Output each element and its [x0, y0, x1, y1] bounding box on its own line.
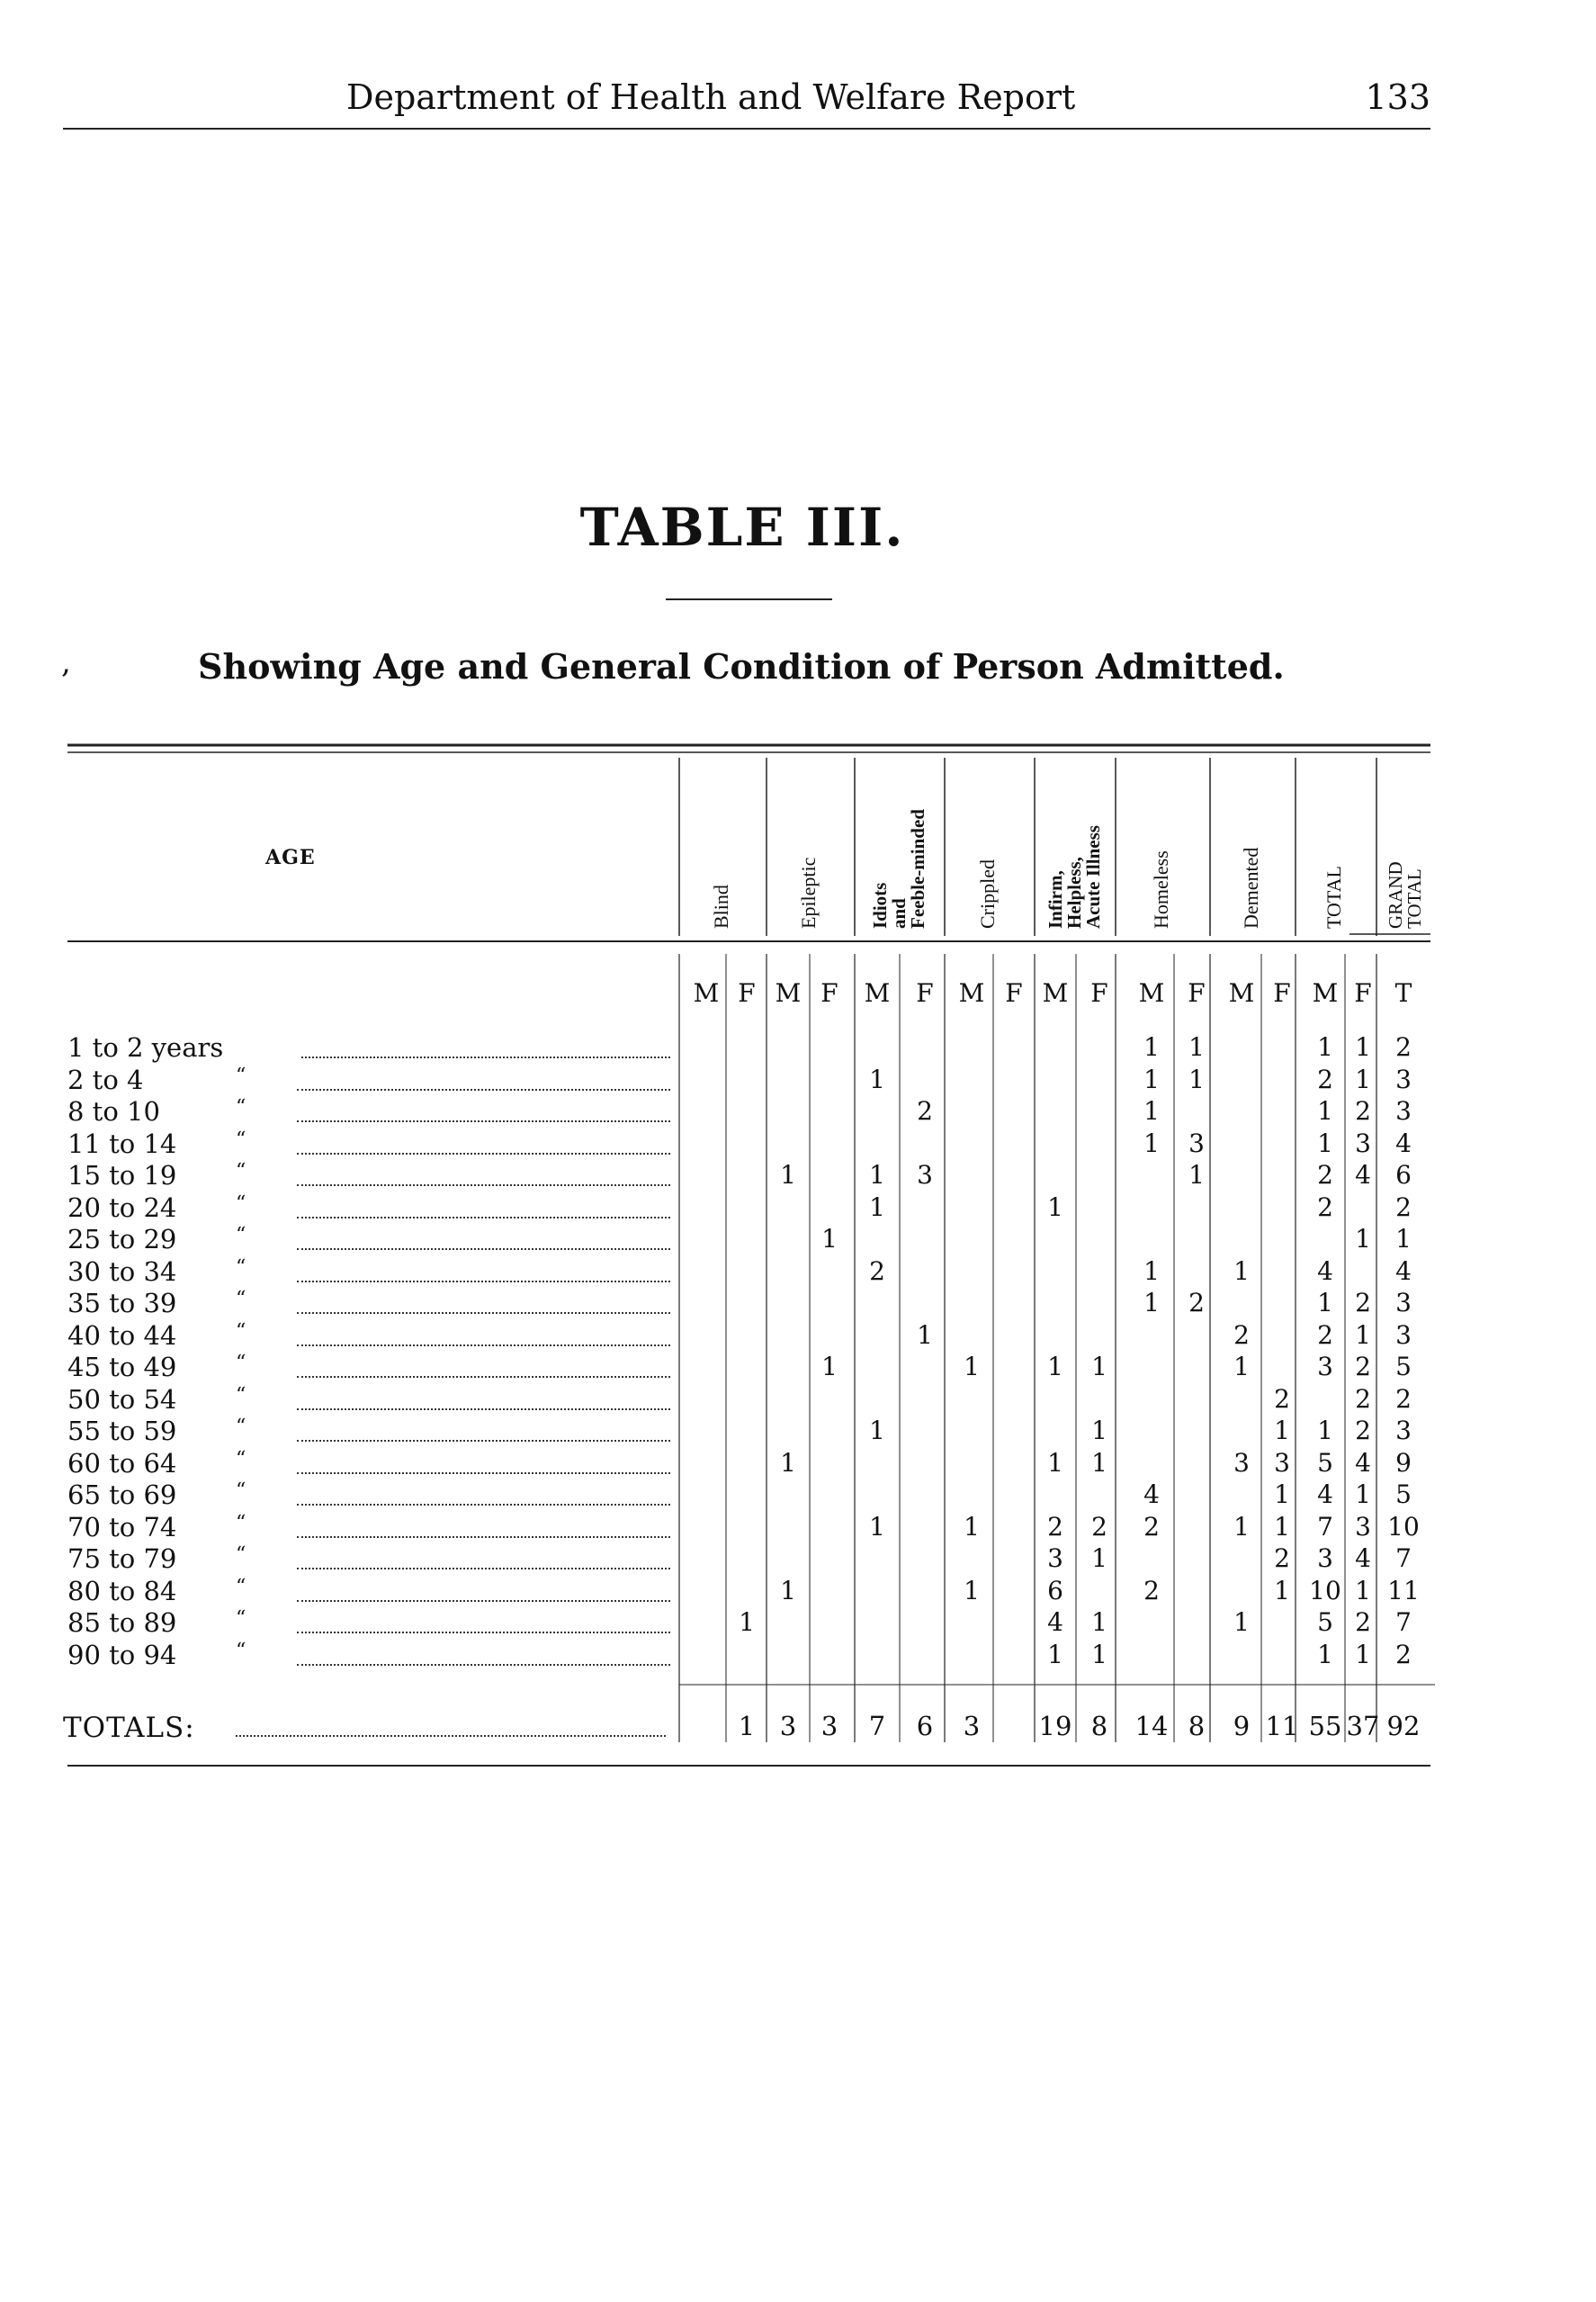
- table-cell: 1: [869, 1511, 885, 1542]
- ditto-mark: “: [236, 1288, 247, 1310]
- leader-dots: [297, 1344, 670, 1346]
- table-cell: 1: [1233, 1352, 1250, 1381]
- table-cell: 1: [1047, 1639, 1063, 1669]
- table-cell: 2: [1355, 1383, 1371, 1414]
- table-cell: 2: [1355, 1096, 1371, 1126]
- table-cell: 1: [869, 1416, 885, 1445]
- table-cell: 6: [1047, 1575, 1063, 1605]
- table-cell: 10: [1387, 1511, 1420, 1542]
- table-cell: 3: [917, 1160, 933, 1190]
- totals-cell: 3: [820, 1711, 838, 1741]
- row-age-label: 40 to 44: [67, 1319, 177, 1351]
- table-cell: 3: [1233, 1447, 1250, 1478]
- table-subtitle: Showing Age and General Condition of Person Admitted.: [198, 646, 1285, 687]
- row-age-label: 35 to 39: [67, 1288, 177, 1318]
- table-cell: 2: [1317, 1191, 1333, 1222]
- leader-dots: [297, 1568, 670, 1569]
- sub-header-9: F: [1090, 978, 1108, 1008]
- table-cell: 2: [1143, 1511, 1160, 1542]
- table-cell: 1: [1047, 1191, 1063, 1222]
- sub-header-1: F: [738, 978, 756, 1008]
- row-age-label: 50 to 54: [67, 1383, 177, 1415]
- stray-mark: ,: [61, 644, 71, 680]
- leader-dots: [297, 1504, 670, 1506]
- table-cell: 1: [1317, 1096, 1333, 1126]
- sub-header-14: M: [1312, 978, 1339, 1008]
- sub-header-3: F: [820, 978, 838, 1008]
- row-age-label: 15 to 19: [67, 1160, 177, 1191]
- table-cell: 4: [1317, 1255, 1333, 1286]
- ditto-mark: “: [236, 1191, 247, 1215]
- leader-dots: [301, 1057, 670, 1058]
- table-cell: 1: [821, 1224, 838, 1254]
- leader-dots: [297, 1536, 670, 1538]
- table-cell: 4: [1395, 1128, 1412, 1158]
- table-cell: 3: [1047, 1543, 1063, 1573]
- table-cell: 7: [1317, 1511, 1333, 1542]
- table-cell: 7: [1395, 1607, 1412, 1637]
- table-cell: 2: [1317, 1319, 1333, 1350]
- ditto-mark: “: [236, 1575, 247, 1598]
- table-cell: 4: [1355, 1160, 1371, 1190]
- column-header-2-line-1: and: [887, 898, 910, 929]
- table-cell: 1: [1143, 1288, 1160, 1317]
- table-cell: 1: [780, 1447, 796, 1478]
- table-cell: 5: [1317, 1607, 1333, 1637]
- table-cell: 1: [1047, 1447, 1063, 1478]
- sub-header-6: M: [958, 978, 985, 1008]
- ditto-mark: “: [236, 1224, 247, 1246]
- sub-header-5: F: [916, 978, 934, 1008]
- table-cell: 2: [1274, 1543, 1290, 1573]
- table-cell: 3: [1395, 1288, 1412, 1317]
- leader-dots: [297, 1312, 670, 1314]
- ditto-mark: “: [236, 1064, 247, 1087]
- row-age-label: 60 to 64: [67, 1447, 177, 1479]
- table-cell: 5: [1395, 1352, 1412, 1381]
- sub-header-7: F: [1005, 978, 1023, 1008]
- sub-header-12: M: [1228, 978, 1255, 1008]
- table-cell: 1: [1091, 1607, 1107, 1637]
- column-header-7-line-0: TOTAL: [1323, 866, 1345, 929]
- leader-dots: [297, 1440, 670, 1442]
- ditto-mark: “: [236, 1383, 247, 1407]
- table-cell: 3: [1355, 1128, 1371, 1158]
- sub-header-2: M: [775, 978, 802, 1008]
- totals-cell: 14: [1134, 1711, 1169, 1741]
- table-cell: 1: [1355, 1639, 1371, 1669]
- table-cell: 1: [1143, 1064, 1160, 1094]
- table-cell: 11: [1387, 1575, 1420, 1605]
- table-cell: 1: [1355, 1224, 1371, 1254]
- ditto-mark: “: [236, 1096, 247, 1119]
- ditto-mark: “: [236, 1416, 247, 1438]
- sub-header-16: T: [1394, 978, 1412, 1008]
- table-cell: 4: [1395, 1255, 1412, 1286]
- table-cell: 4: [1317, 1479, 1333, 1509]
- ditto-mark: “: [236, 1479, 247, 1502]
- leader-dots: [297, 1472, 670, 1474]
- table-cell: 3: [1317, 1543, 1333, 1573]
- totals-label: TOTALS:: [63, 1712, 195, 1744]
- row-age-label: 85 to 89: [67, 1607, 177, 1638]
- table-cell: 1: [1047, 1352, 1063, 1381]
- table-cell: 3: [1395, 1319, 1412, 1350]
- ditto-mark: “: [236, 1511, 247, 1534]
- table-cell: 5: [1317, 1447, 1333, 1478]
- table-cell: 3: [1395, 1096, 1412, 1126]
- table-cell: 1: [739, 1607, 755, 1637]
- totals-cell: 3: [779, 1711, 797, 1741]
- table-cell: 1: [1317, 1032, 1333, 1062]
- table-title: TABLE III.: [579, 497, 905, 558]
- table-cell: 7: [1395, 1543, 1412, 1573]
- row-age-label: 75 to 79: [67, 1543, 177, 1574]
- age-column-header: AGE: [265, 846, 316, 869]
- table-cell: 2: [917, 1096, 933, 1126]
- row-age-label: 30 to 34: [67, 1255, 177, 1287]
- ditto-mark: “: [236, 1128, 247, 1151]
- table-cell: 2: [1047, 1511, 1063, 1542]
- table-cell: 1: [1188, 1064, 1205, 1094]
- totals-cell: 11: [1265, 1711, 1299, 1741]
- table-cell: 2: [1395, 1383, 1412, 1414]
- table-cell: 10: [1309, 1575, 1341, 1605]
- ditto-mark: “: [236, 1160, 247, 1182]
- table-cell: 4: [1143, 1479, 1160, 1509]
- table-cell: 2: [1317, 1064, 1333, 1094]
- leader-dots: [297, 1153, 670, 1155]
- table-cell: 2: [869, 1255, 885, 1286]
- table-cell: 1: [869, 1064, 885, 1094]
- table-cell: 4: [1355, 1447, 1371, 1478]
- leader-dots: [297, 1632, 670, 1633]
- totals-cell: 6: [916, 1711, 934, 1741]
- totals-cell: 9: [1233, 1711, 1251, 1741]
- table-cell: 1: [1233, 1255, 1250, 1286]
- table-cell: 1: [780, 1575, 796, 1605]
- leader-dots: [297, 1184, 670, 1186]
- row-age-label: 55 to 59: [67, 1416, 177, 1446]
- row-age-label: 11 to 14: [67, 1128, 177, 1159]
- column-header-2-line-0: Idiots: [868, 882, 891, 929]
- row-age-label: 70 to 74: [67, 1511, 177, 1542]
- column-header-4-line-0: Infirm,: [1044, 870, 1066, 929]
- sub-header-11: F: [1188, 978, 1206, 1008]
- table-cell: 1: [1274, 1575, 1290, 1605]
- table-cell: 1: [1355, 1319, 1371, 1350]
- table-cell: 1: [1188, 1160, 1205, 1190]
- table-cell: 1: [1274, 1416, 1290, 1445]
- ditto-mark: “: [236, 1352, 247, 1374]
- table-cell: 1: [1091, 1639, 1107, 1669]
- ditto-mark: “: [236, 1447, 247, 1470]
- table-cell: 3: [1188, 1128, 1205, 1158]
- ditto-mark: “: [236, 1543, 247, 1566]
- table-cell: 3: [1355, 1511, 1371, 1542]
- table-cell: 2: [1395, 1032, 1412, 1062]
- table-cell: 1: [1188, 1032, 1205, 1062]
- table-cell: 1: [869, 1160, 885, 1190]
- row-age-label: 8 to 10: [67, 1096, 160, 1127]
- table-cell: 1: [1091, 1416, 1107, 1445]
- row-age-label: 20 to 24: [67, 1191, 177, 1223]
- sub-header-4: M: [864, 978, 891, 1008]
- totals-cell: 8: [1090, 1711, 1108, 1741]
- table-cell: 1: [869, 1191, 885, 1222]
- table-cell: 3: [1395, 1416, 1412, 1445]
- leader-dots: [297, 1664, 670, 1666]
- table-cell: 2: [1355, 1352, 1371, 1381]
- leader-dots: [297, 1376, 670, 1378]
- totals-leader-dots: [236, 1735, 666, 1737]
- table-cell: 2: [1395, 1191, 1412, 1222]
- totals-cell: 1: [738, 1711, 756, 1741]
- leader-dots: [297, 1281, 670, 1282]
- table-cell: 1: [1274, 1511, 1290, 1542]
- ditto-mark: “: [236, 1607, 247, 1630]
- table-cell: 2: [1233, 1319, 1250, 1350]
- column-header-8-line-0: GRAND: [1384, 861, 1406, 929]
- column-header-5-line-0: Homeless: [1149, 850, 1172, 929]
- table-cell: 2: [1317, 1160, 1333, 1190]
- table-cell: 1: [1355, 1575, 1371, 1605]
- table-cell: 1: [1143, 1255, 1160, 1286]
- sub-header-13: F: [1273, 978, 1291, 1008]
- row-age-label: 80 to 84: [67, 1575, 177, 1606]
- row-age-label: 90 to 94: [67, 1639, 177, 1670]
- column-header-3-line-0: Crippled: [976, 859, 999, 929]
- row-age-label: 25 to 29: [67, 1224, 177, 1254]
- table-cell: 4: [1047, 1607, 1063, 1637]
- leader-dots: [297, 1217, 670, 1218]
- table-cell: 4: [1355, 1543, 1371, 1573]
- table-cell: 1: [1317, 1416, 1333, 1445]
- leader-dots: [297, 1089, 670, 1091]
- table-cell: 1: [1143, 1128, 1160, 1158]
- sub-header-0: M: [693, 978, 720, 1008]
- table-cell: 1: [1233, 1607, 1250, 1637]
- table-cell: 1: [1317, 1128, 1333, 1158]
- table-cell: 2: [1355, 1288, 1371, 1317]
- table-cell: 3: [1395, 1064, 1412, 1094]
- leader-dots: [297, 1600, 670, 1602]
- totals-cell: 3: [963, 1711, 981, 1741]
- table-cell: 1: [1091, 1352, 1107, 1381]
- table-cell: 1: [780, 1160, 796, 1190]
- leader-dots: [297, 1248, 670, 1250]
- table-cell: 2: [1274, 1383, 1290, 1414]
- table-cell: 2: [1143, 1575, 1160, 1605]
- table-cell: 2: [1355, 1416, 1371, 1445]
- table-cell: 2: [1188, 1288, 1205, 1317]
- ditto-mark: “: [236, 1255, 247, 1279]
- leader-dots: [297, 1120, 670, 1122]
- totals-cell: 37: [1346, 1711, 1380, 1741]
- column-header-4-line-2: Acute Illness: [1081, 825, 1104, 929]
- table-cell: 3: [1317, 1352, 1333, 1381]
- running-head-title: Department of Health and Welfare Report: [346, 77, 1076, 117]
- row-age-label: 45 to 49: [67, 1352, 177, 1382]
- table-cell: 1: [1355, 1064, 1371, 1094]
- column-header-6-line-0: Demented: [1239, 847, 1262, 929]
- row-age-label: 2 to 4: [67, 1064, 144, 1095]
- table-cell: 5: [1395, 1479, 1412, 1509]
- table-cell: 1: [1274, 1479, 1290, 1509]
- ditto-mark: “: [236, 1319, 247, 1343]
- table-cell: 1: [1317, 1288, 1333, 1317]
- table-cell: 1: [1317, 1639, 1333, 1669]
- table-cell: 1: [1355, 1479, 1371, 1509]
- table-cell: 6: [1395, 1160, 1412, 1190]
- table-cell: 9: [1395, 1447, 1412, 1478]
- column-header-2-line-2: Feeble-minded: [906, 809, 928, 929]
- sub-header-10: M: [1138, 978, 1165, 1008]
- table-cell: 1: [1233, 1511, 1250, 1542]
- table-cell: 1: [821, 1352, 838, 1381]
- leader-dots: [297, 1408, 670, 1410]
- column-header-0-line-0: Blind: [709, 885, 732, 929]
- table-cell: 2: [1395, 1639, 1412, 1669]
- column-header-1-line-0: Epileptic: [797, 857, 820, 929]
- ditto-mark: “: [236, 1639, 247, 1662]
- table-cell: 1: [1143, 1096, 1160, 1126]
- page-number: 133: [1365, 77, 1430, 117]
- table-cell: 1: [964, 1511, 980, 1542]
- table-cell: 1: [917, 1319, 933, 1350]
- table-cell: 3: [1274, 1447, 1290, 1478]
- table-cell: 1: [1355, 1032, 1371, 1062]
- table-cell: 2: [1355, 1607, 1371, 1637]
- totals-cell: 19: [1038, 1711, 1072, 1741]
- column-header-8-line-1: TOTAL: [1403, 868, 1425, 929]
- table-cell: 1: [1143, 1032, 1160, 1062]
- table-cell: 1: [964, 1575, 980, 1605]
- totals-cell: 7: [868, 1711, 886, 1741]
- table-cell: 1: [1091, 1543, 1107, 1573]
- table-cell: 2: [1091, 1511, 1107, 1542]
- sub-header-15: F: [1354, 978, 1372, 1008]
- totals-cell: 92: [1386, 1711, 1421, 1741]
- table-cell: 1: [1395, 1224, 1412, 1254]
- table-cell: 1: [964, 1352, 980, 1381]
- sub-header-8: M: [1042, 978, 1069, 1008]
- row-age-label: 1 to 2 years: [67, 1032, 224, 1063]
- table-cell: 1: [1091, 1447, 1107, 1478]
- totals-cell: 55: [1308, 1711, 1342, 1741]
- row-age-label: 65 to 69: [67, 1479, 177, 1510]
- totals-cell: 8: [1188, 1711, 1206, 1741]
- column-header-4-line-1: Helpless,: [1063, 857, 1085, 929]
